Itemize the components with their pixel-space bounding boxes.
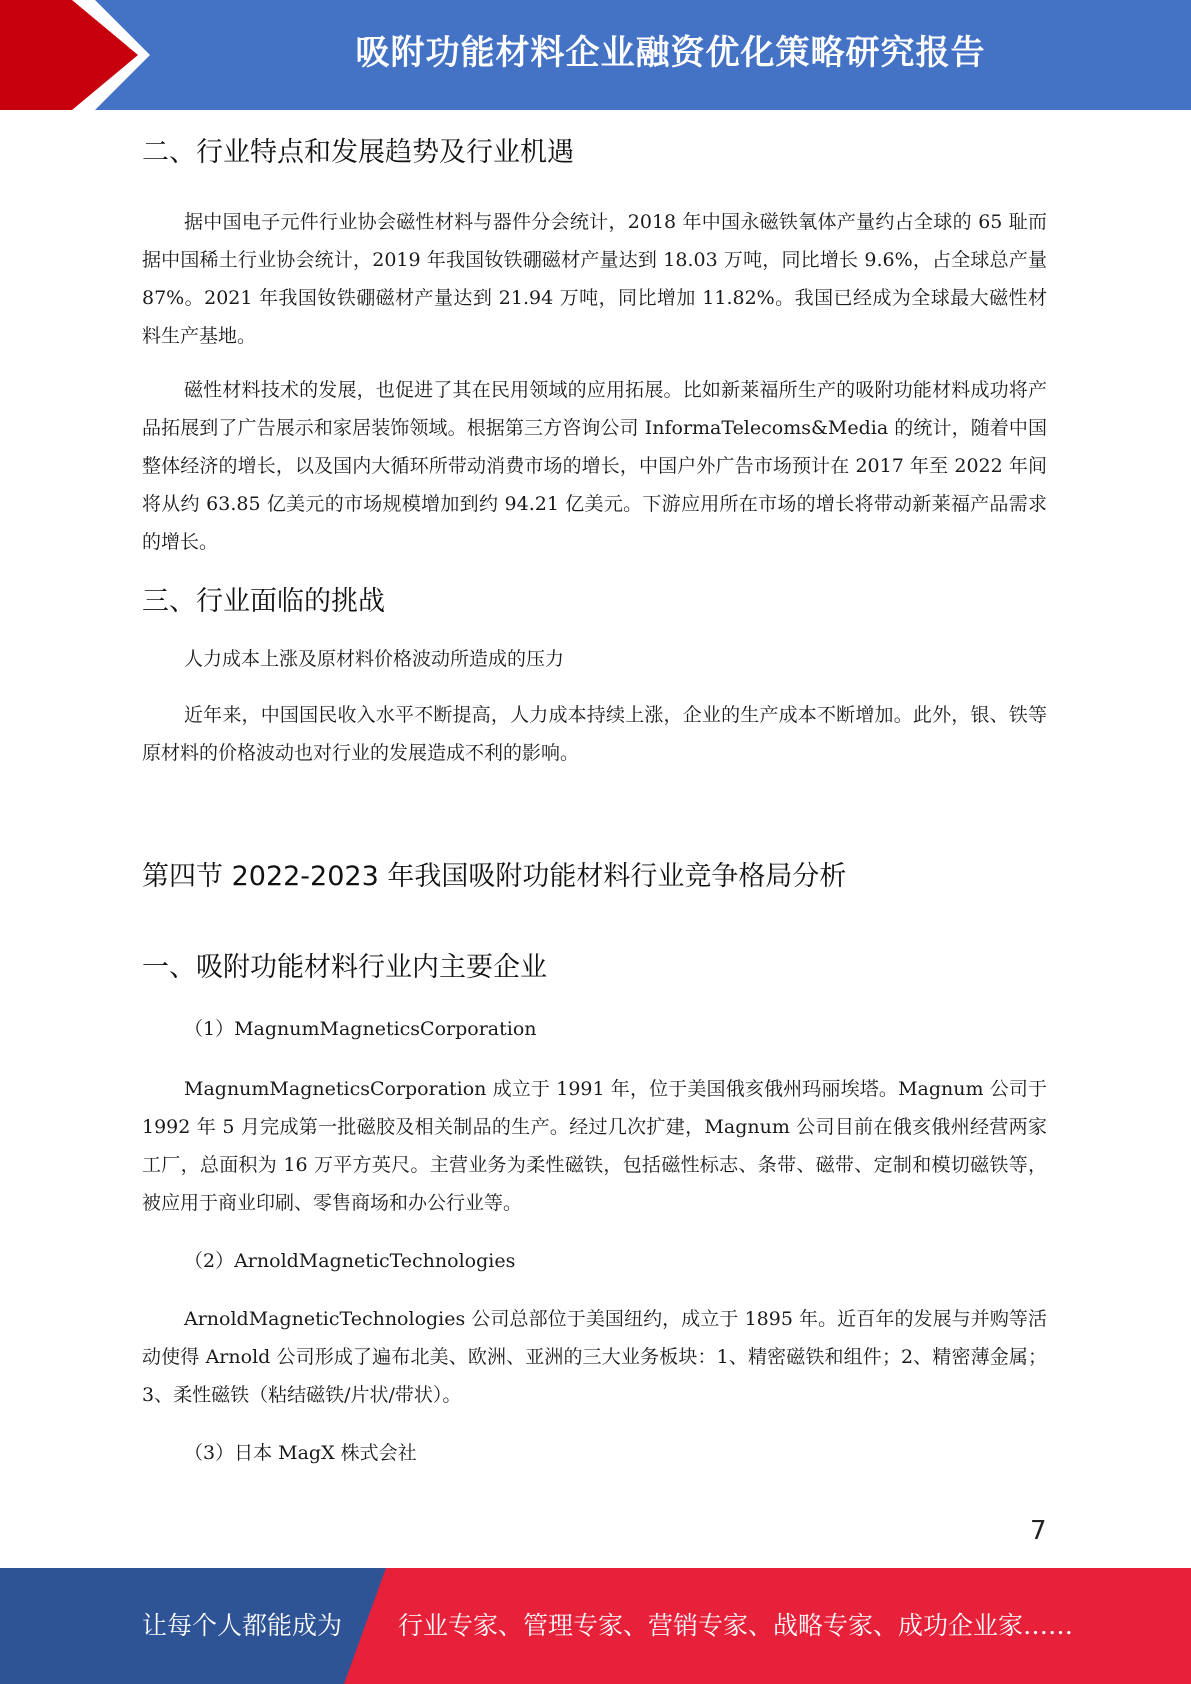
paragraph: 据中国电子元件行业协会磁性材料与器件分会统计，2018 年中国永磁铁氧体产量约占全球的 65 耻而据中国稀土行业协会统计，2019 年我国钕铁硼磁材产量达到 18.03 万吨，同比增长 9.6%，占全球总产量 87%。2021 年我国钕铁硼磁材产量达到 21.94 万吨，同比增加 11.82%。我国已经成为全球最大磁性材料生产基地。 xyxy=(142,211,1047,347)
section-heading-1: 一、吸附功能材料行业内主要企业 xyxy=(142,952,547,983)
header-arrow-icon xyxy=(0,0,138,110)
page-number: 7 xyxy=(1030,1516,1047,1546)
section-heading-2: 二、行业特点和发展趋势及行业机遇 xyxy=(142,137,574,168)
paragraph: ArnoldMagneticTechnologies 公司总部位于美国纽约，成立于 1895 年。近百年的发展与并购等活动使得 Arnold 公司形成了遍布北美、欧洲、亚洲的三大业务板块：1、精密磁铁和组件；2、精密薄金属；3、柔性磁铁（粘结磁铁/片状/带状）。 xyxy=(142,1308,1047,1406)
company-subheading: （1）MagnumMagneticsCorporation xyxy=(184,1018,537,1040)
page-header xyxy=(0,0,1191,110)
section-heading-3: 三、行业面临的挑战 xyxy=(142,586,385,617)
footer-slogan-left: 让每个人都能成为 xyxy=(142,1611,343,1640)
page-content xyxy=(142,126,1047,1472)
chapter-section-heading: 第四节 2022-2023 年我国吸附功能材料行业竞争格局分析 xyxy=(142,861,847,892)
company-subheading: （3）日本 MagX 株式会社 xyxy=(184,1442,417,1464)
report-title: 吸附功能材料企业融资优化策略研究报告 xyxy=(355,33,986,73)
company-subheading: （2）ArnoldMagneticTechnologies xyxy=(184,1250,516,1272)
page-footer xyxy=(0,1568,1191,1684)
subheading: 人力成本上涨及原材料价格波动所造成的压力 xyxy=(184,648,565,670)
footer-slogan-right: 行业专家、管理专家、营销专家、战略专家、成功企业家…… xyxy=(398,1611,1074,1640)
paragraph: 近年来，中国国民收入水平不断提高，人力成本持续上涨，企业的生产成本不断增加。此外，银、铁等原材料的价格波动也对行业的发展造成不利的影响。 xyxy=(142,704,1047,764)
paragraph: MagnumMagneticsCorporation 成立于 1991 年，位于美国俄亥俄州玛丽埃塔。Magnum 公司于 1992 年 5 月完成第一批磁胶及相关制品的生产。经过几次扩建，Magnum 公司目前在俄亥俄州经营两家工厂，总面积为 16 万平方英尺。主营业务为柔性磁铁，包括磁性标志、条带、磁带、定制和模切磁铁等，被应用于商业印刷、零售商场和办公行业等。 xyxy=(142,1078,1047,1214)
paragraph: 磁性材料技术的发展，也促进了其在民用领域的应用拓展。比如新莱福所生产的吸附功能材料成功将产品拓展到了广告展示和家居装饰领域。根据第三方咨询公司 InformaTelecoms&Media 的统计，随着中国整体经济的增长，以及国内大循环所带动消费市场的增长，中国户外广告市场预计在 2017 年至 2022 年间将从约 63.85 亿美元的市场规模增加到约 94.21 亿美元。下游应用所在市场的增长将带动新莱福产品需求的增长。 xyxy=(142,379,1047,553)
